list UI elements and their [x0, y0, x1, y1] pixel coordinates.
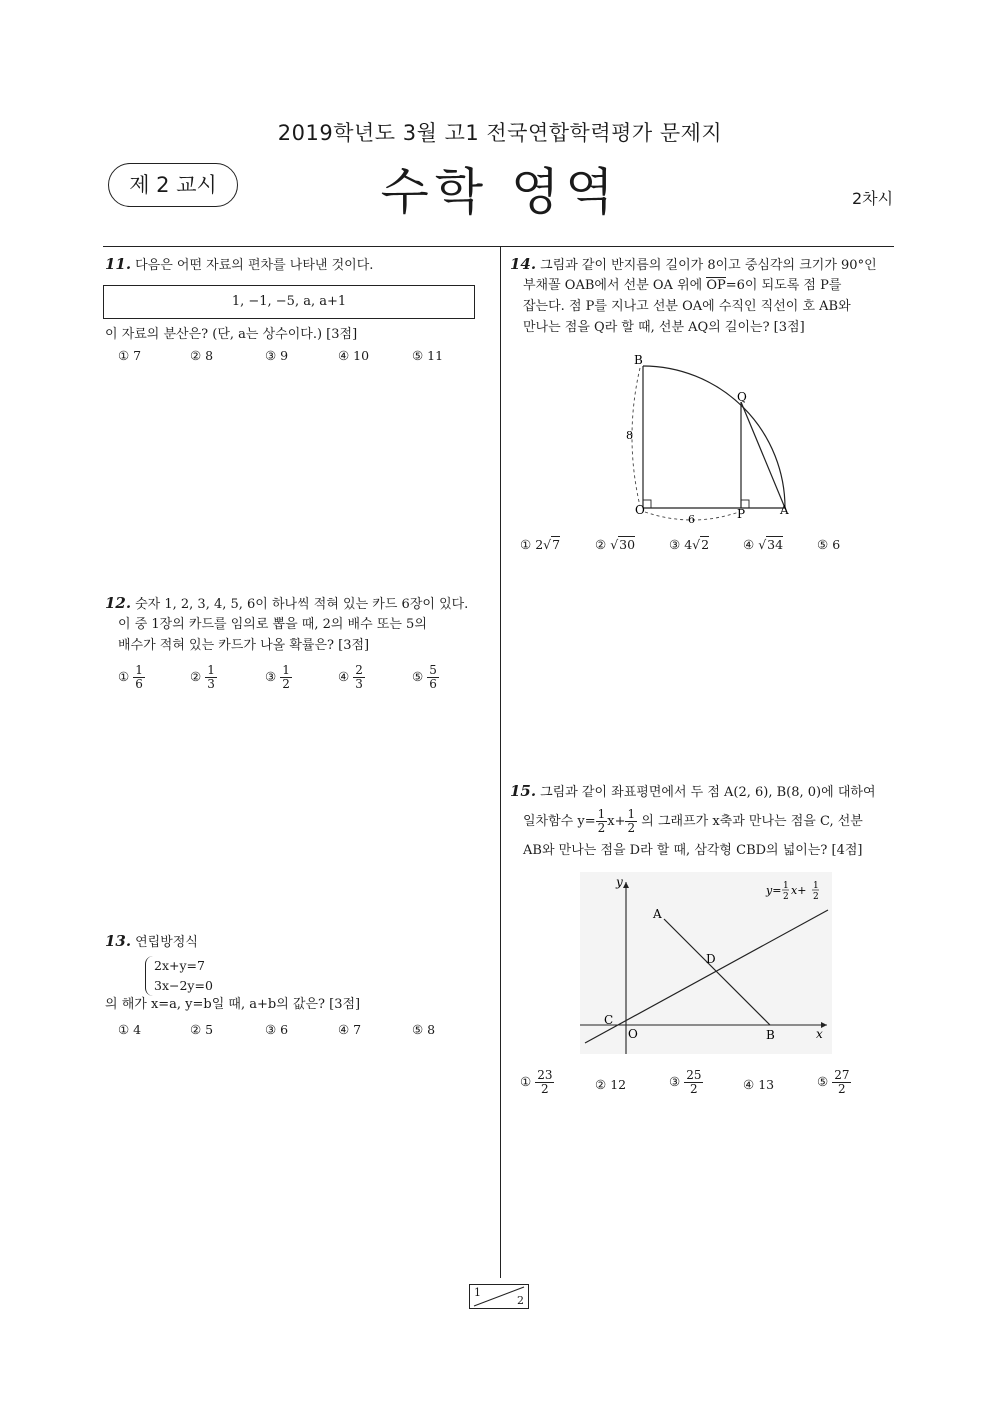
q11-choice-4[interactable]: ④ 10 [338, 348, 370, 363]
column-divider [500, 246, 501, 1278]
q15-choice-4[interactable]: ④ 13 [743, 1077, 775, 1092]
fraction: $\frac{5}{6}$ [429, 663, 437, 691]
segment-aq [741, 402, 785, 508]
q13-choice-2[interactable]: ② 5 [190, 1022, 214, 1037]
q15-stem [510, 781, 876, 803]
exam-title: 2019학년도 3월 고1 전국연합학력평가 문제지 [277, 121, 723, 145]
choice-mark: ④ [338, 669, 350, 684]
label-q: Q [737, 390, 747, 404]
label-p: P [737, 507, 746, 521]
q12-choice-5[interactable] [412, 664, 439, 691]
q13-choice-4[interactable]: ④ 7 [338, 1022, 362, 1037]
half-num-1: 1 [783, 881, 789, 891]
q15-line1: 그림과 같이 좌표평면에서 두 점 A(2, 6), B(8, 0)에 대하여 [540, 785, 876, 800]
q13-choice-5[interactable]: ⑤ 8 [412, 1022, 436, 1037]
q14-segment-op: OP [706, 278, 726, 293]
line-equation-x: x+ [791, 884, 807, 897]
q15-line2: 일차함수 y= $\frac{1}{2}$ x+ $\frac{1}{2}$ 의 그래프가 x축과 만나는 점을 C, 선분 [523, 807, 863, 835]
half-den-2: 2 [813, 892, 819, 902]
label-a: A [780, 503, 789, 517]
q12-choice-2[interactable] [190, 664, 217, 691]
q14-figure [620, 352, 800, 527]
q14-choice-3[interactable]: ③ 4√2 [669, 537, 710, 552]
q13-eq2: 3x−2y=0 [154, 978, 213, 993]
q14-line1: 그림과 같이 반지름의 길이가 8이고 중심각의 크기가 90°인 [540, 258, 877, 273]
q15-line3: AB와 만나는 점을 D라 할 때, 삼각형 CBD의 넓이는? [4점] [523, 843, 863, 858]
q14-number: 14. [510, 255, 537, 273]
label-b: B [634, 353, 643, 367]
half-num-2: 1 [813, 881, 819, 891]
choice-mark: ③ [265, 669, 277, 684]
q14-choice-1[interactable]: ① 2√7 [520, 537, 561, 552]
header-rule [103, 246, 894, 247]
q15-figure [580, 872, 832, 1054]
choice-mark: ① [118, 669, 130, 684]
session-label: 2차시 [852, 189, 894, 208]
q12-choice-3[interactable] [265, 664, 292, 691]
current-page: 1 [474, 1286, 481, 1299]
label-y-axis: y [616, 875, 623, 889]
q11-choice-1[interactable]: ① 7 [118, 348, 142, 363]
q14-stem [510, 254, 877, 276]
choice-mark: ⑤ [412, 669, 424, 684]
q12-choice-4[interactable] [338, 664, 365, 691]
period-badge: 제 2 교시 [108, 163, 238, 207]
fraction: $\frac{1}{2}$ [282, 663, 290, 691]
q11-choice-3[interactable]: ③ 9 [265, 348, 289, 363]
q11-text: 다음은 어떤 자료의 편차를 나타낸 것이다. [135, 258, 374, 273]
q11-choice-2[interactable]: ② 8 [190, 348, 214, 363]
q12-line1: 숫자 1, 2, 3, 4, 5, 6이 하나씩 적혀 있는 카드 6장이 있다. [135, 597, 469, 612]
label-c: C [604, 1013, 614, 1027]
arc-ab [643, 366, 785, 508]
label-b: B [766, 1028, 775, 1042]
q13-equation-system [145, 956, 213, 996]
q12-line2: 이 중 1장의 카드를 임의로 뽑을 때, 2의 배수 또는 5의 [118, 617, 427, 632]
q14-line2: 부채꼴 OAB에서 선분 OA 위에 OP=6이 되도록 점 P를 [523, 278, 842, 293]
label-length-6: 6 [688, 513, 695, 526]
q11-data-box: 1, −1, −5, a, a+1 [103, 285, 475, 319]
q11-stem [105, 254, 373, 276]
subject-title: 수학 영역 [380, 163, 620, 221]
q13-title: 연립방정식 [135, 935, 198, 950]
dashed-brace-8 [632, 368, 640, 506]
q11-question: 이 자료의 분산은? (단, a는 상수이다.) [3점] [105, 327, 358, 342]
q15-number: 15. [510, 782, 537, 800]
label-o: O [628, 1027, 638, 1041]
q15-choice-5[interactable]: ⑤ $\frac{27}{2}$ [817, 1068, 850, 1096]
label-x-axis: x [816, 1027, 823, 1041]
q14-choice-5[interactable]: ⑤ 6 [817, 537, 841, 552]
fraction: $\frac{1}{3}$ [207, 663, 215, 691]
q13-number: 13. [105, 932, 132, 950]
fraction: $\frac{1}{6}$ [135, 663, 143, 691]
line-equation-label: y= [766, 884, 782, 897]
q14-choice-4[interactable]: ④ √34 [743, 537, 784, 552]
total-pages: 2 [517, 1294, 524, 1307]
label-o: O [635, 503, 645, 517]
q14-choice-2[interactable]: ② √30 [595, 537, 636, 552]
q11-number: 11. [105, 255, 132, 273]
q14-line4: 만나는 점을 Q라 할 때, 선분 AQ의 길이는? [3점] [523, 320, 805, 335]
label-a: A [653, 907, 662, 921]
q13-eq1: 2x+y=7 [154, 958, 205, 973]
q13-stem [105, 931, 198, 953]
q13-choice-3[interactable]: ③ 6 [265, 1022, 289, 1037]
q12-choice-1[interactable] [118, 664, 145, 691]
half-den-1: 2 [783, 892, 789, 902]
label-length-8: 8 [626, 429, 633, 442]
q14-line3: 잡는다. 점 P를 지나고 선분 OA에 수직인 직선이 호 AB와 [523, 299, 851, 314]
q12-line3: 배수가 적혀 있는 카드가 나올 확률은? [3점] [118, 638, 370, 653]
page-number-box [469, 1284, 529, 1309]
q13-choice-1[interactable]: ① 4 [118, 1022, 142, 1037]
choice-mark: ② [190, 669, 202, 684]
q11-choice-5[interactable]: ⑤ 11 [412, 348, 444, 363]
q15-choice-2[interactable]: ② 12 [595, 1077, 627, 1092]
q15-choice-3[interactable]: ③ $\frac{25}{2}$ [669, 1068, 702, 1096]
q12-stem [105, 593, 468, 615]
q15-choice-1[interactable]: ① $\frac{23}{2}$ [520, 1068, 553, 1096]
fraction: $\frac{2}{3}$ [355, 663, 363, 691]
label-d: D [706, 952, 716, 966]
q13-question: 의 해가 x=a, y=b일 때, a+b의 값은? [3점] [105, 997, 361, 1012]
q12-number: 12. [105, 594, 132, 612]
